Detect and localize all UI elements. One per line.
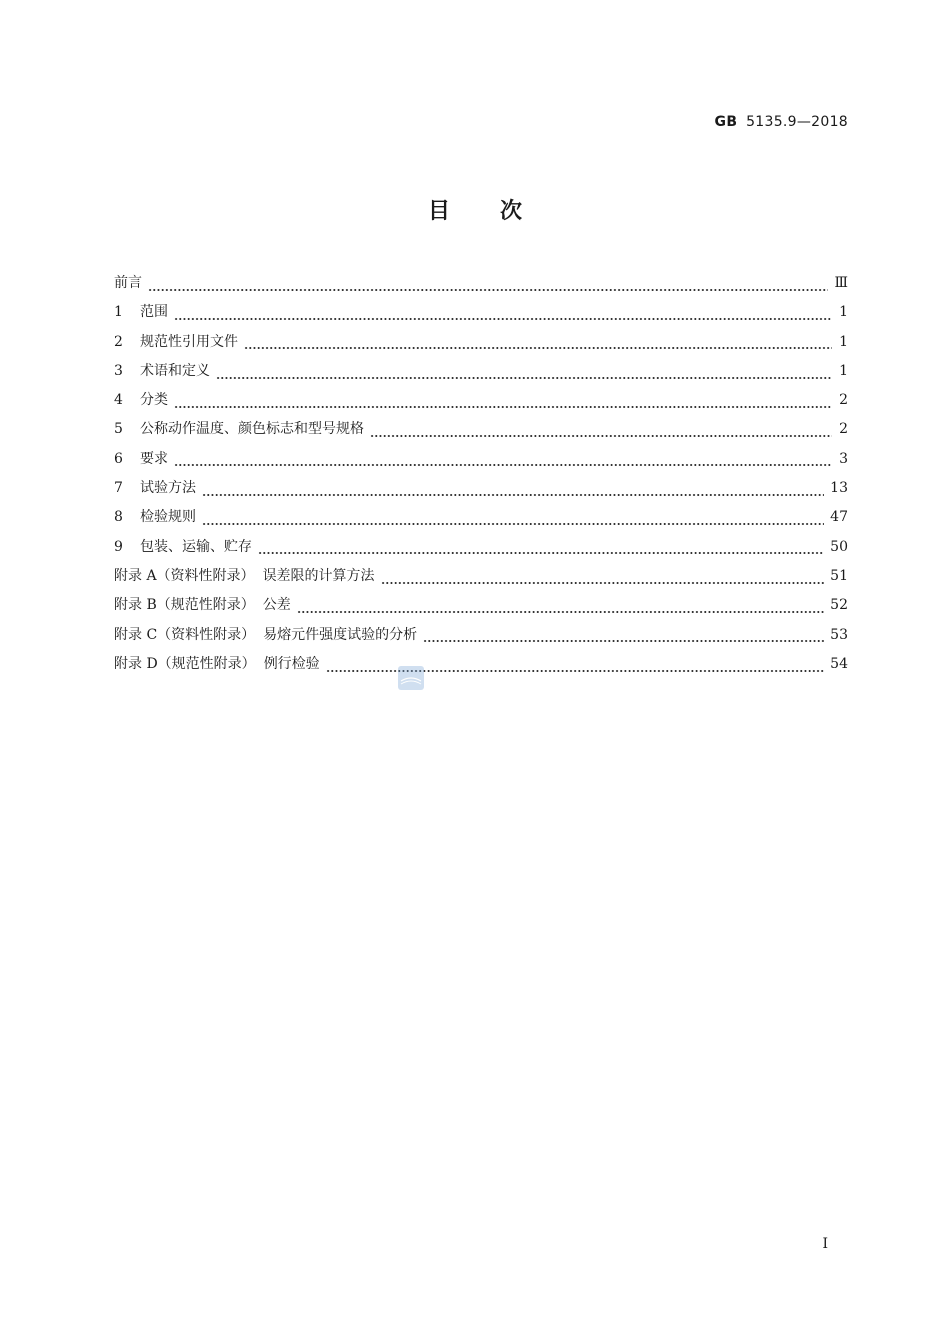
- toc-dot-leader: [174, 309, 832, 323]
- toc-entry-label: 附录 C（资料性附录）: [114, 626, 256, 643]
- toc-dot-leader: [423, 631, 824, 645]
- toc-entry-sublabel: 误差限的计算方法: [262, 567, 375, 584]
- standard-number-header: [715, 114, 848, 130]
- toc-entry-label: 包装、运输、贮存: [140, 538, 252, 555]
- toc-entry-number: 1: [114, 304, 123, 321]
- toc-entry-page: 2: [839, 392, 848, 409]
- toc-entry-label: 附录 B（规范性附录）: [114, 597, 255, 614]
- toc-entry[interactable]: [114, 331, 848, 360]
- toc-entry-page: 2: [839, 421, 848, 438]
- toc-entry[interactable]: [114, 624, 848, 653]
- toc-entry-label: 规范性引用文件: [140, 333, 238, 350]
- toc-entry-number: 5: [114, 421, 123, 438]
- toc-entry-page: 13: [830, 480, 848, 497]
- toc-entry-label: 附录 D（规范性附录）: [114, 655, 256, 672]
- toc-entry-page: 3: [839, 450, 848, 467]
- toc-entry-page: 50: [830, 538, 848, 555]
- toc-entry-label: 分类: [140, 392, 168, 409]
- toc-entry[interactable]: [114, 536, 848, 565]
- toc-entry-page: 1: [839, 333, 848, 350]
- toc-entry-page: 47: [830, 509, 848, 526]
- toc-entry-number: 8: [114, 509, 123, 526]
- toc-entry[interactable]: [114, 506, 848, 535]
- toc-entry-page: 1: [839, 304, 848, 321]
- standard-prefix: GB: [714, 114, 738, 130]
- page-number: I: [822, 1236, 828, 1252]
- toc-dot-leader: [370, 426, 832, 440]
- toc-entry-label: 公称动作温度、颜色标志和型号规格: [140, 421, 364, 438]
- toc-dot-leader: [244, 338, 832, 352]
- toc-entry[interactable]: [114, 272, 848, 301]
- toc-dot-leader: [174, 397, 832, 411]
- toc-dot-leader: [174, 455, 832, 469]
- sac-logo-watermark: [398, 666, 424, 690]
- toc-dot-leader: [381, 573, 825, 587]
- toc-dot-leader: [216, 368, 832, 382]
- toc-entry-label: 术语和定义: [140, 362, 210, 379]
- toc-entry-page: 54: [830, 655, 848, 672]
- toc-entry-number: 2: [114, 333, 123, 350]
- toc-entry-sublabel: 公差: [262, 597, 291, 614]
- toc-entry[interactable]: [114, 389, 848, 418]
- toc-entry[interactable]: [114, 653, 848, 682]
- toc-entry-number: 3: [114, 362, 123, 379]
- toc-entry[interactable]: [114, 301, 848, 330]
- toc-dot-leader: [202, 514, 824, 528]
- toc-entry-sublabel: 易熔元件强度试验的分析: [263, 626, 418, 643]
- table-of-contents: [114, 272, 848, 682]
- toc-entry[interactable]: [114, 418, 848, 447]
- toc-entry[interactable]: [114, 594, 848, 623]
- toc-dot-leader: [148, 280, 828, 294]
- page-title: 目次: [427, 199, 572, 224]
- toc-entry-label: 要求: [140, 450, 168, 467]
- toc-entry-page: 53: [830, 626, 848, 643]
- toc-dot-leader: [297, 602, 824, 616]
- standard-number: 5135.9—2018: [746, 114, 848, 130]
- toc-entry-number: 4: [114, 392, 123, 409]
- toc-entry-sublabel: 例行检验: [263, 655, 320, 672]
- toc-entry-label: 检验规则: [140, 509, 196, 526]
- toc-dot-leader: [202, 485, 824, 499]
- toc-entry-label: 附录 A（资料性附录）: [114, 567, 255, 584]
- toc-entry[interactable]: [114, 448, 848, 477]
- toc-entry-page: 51: [830, 567, 848, 584]
- toc-entry-label: 前言: [114, 275, 142, 291]
- toc-entry[interactable]: [114, 477, 848, 506]
- toc-entry-page: Ⅲ: [834, 275, 848, 291]
- toc-entry-label: 范围: [140, 304, 168, 321]
- toc-entry-number: 6: [114, 450, 123, 467]
- toc-entry-page: 52: [830, 597, 848, 614]
- toc-entry-label: 试验方法: [140, 480, 196, 497]
- toc-entry[interactable]: [114, 565, 848, 594]
- toc-dot-leader: [258, 543, 824, 557]
- toc-entry-page: 1: [839, 362, 848, 379]
- toc-entry-number: 9: [114, 538, 123, 555]
- toc-entry[interactable]: [114, 360, 848, 389]
- toc-entry-number: 7: [114, 480, 123, 497]
